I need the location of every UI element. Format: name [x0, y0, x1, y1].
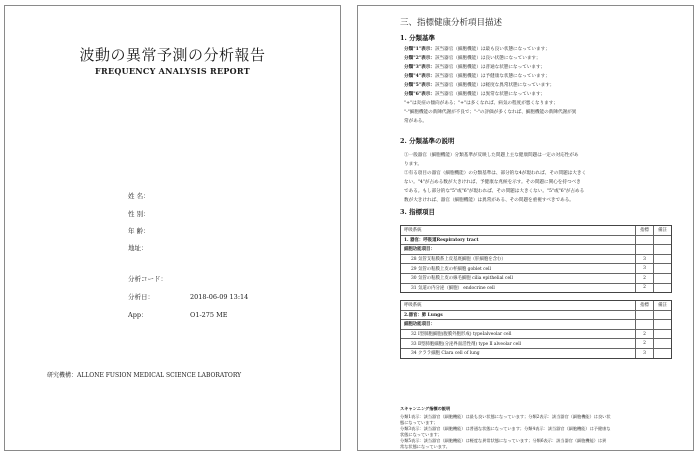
footnote-line: 分類5表示：該当器官（細胞機能）は軽度な異常状態になっています；分類6表示：該当器官（細胞機能）は異: [400, 438, 607, 443]
footnote-heading: スキャンニング指標の説明: [400, 406, 451, 411]
class-line: 分類"3"表示：該当器官（細胞機能）は普通な状態になっています；: [404, 65, 546, 70]
class-line: 常がある。: [404, 119, 427, 124]
respiratory-tract-table: [400, 225, 672, 293]
table-row: 33 Ⅱ型肺胞細胞(分泌界面活性剤) type Ⅱ alveolar cell 2: [401, 338, 671, 348]
table-row: 2.器官：肺 Lungs: [401, 310, 671, 320]
lungs-table: [400, 300, 672, 359]
field-label: App：: [128, 311, 148, 319]
research-organization: 研究機構：ALLONE FUSION MEDICAL SCIENCE LABORATORY: [47, 372, 242, 379]
class-line: "-"細胞機能の新陳代謝が不良で；"-"の評価が多くなれば、細胞機能の新陳代謝が異: [404, 110, 577, 115]
footnote-line: 態になっています；: [400, 420, 438, 425]
field-label: 地址：: [128, 244, 148, 252]
footnote-line: 分類3表示：該当器官（細胞機能）は普通な状態になっています；分類4表示：該当器官（細胞機能）は予健康な: [400, 426, 611, 431]
field-address: [128, 243, 176, 252]
field-age: [128, 226, 176, 235]
table-row: 細胞功能項目：: [401, 244, 671, 254]
field-name: [128, 191, 176, 200]
class-line: 分類"5"表示：該当器官（細胞機能）は軽度な異常状態になっています；: [404, 83, 555, 88]
field-label: 姓 名：: [128, 192, 150, 200]
explanation-line: ない。"4"が占める数が大きければ、予健康な兆候を示す。その問題に関心を持つべき: [404, 180, 581, 185]
table-header-row: 呼吸系統 指標 備註: [401, 301, 671, 310]
table-row: 1. 器官：呼吸道Respiratory tract: [401, 235, 671, 245]
class-line: 分類"1"表示：該当器官（細胞機能）は最も良い状態になっています；: [404, 47, 550, 52]
field-label: 性 別：: [128, 210, 150, 218]
section2-heading: 2. 分類基準の説明: [400, 137, 455, 145]
explanation-line: ります。: [404, 162, 423, 167]
footnote-line: 常な状態になっています。: [400, 444, 450, 449]
table-row: 34 クララ細胞 Clara cell of lung 3: [401, 348, 671, 358]
class-line: 分類"4"表示：該当器官（細胞機能）は予健康な状態になっています；: [404, 74, 550, 79]
field-label: 分析コード：: [128, 275, 167, 283]
section1-heading: 1. 分類基準: [400, 34, 436, 42]
class-line: 分類"6"表示：該当器官（細胞機能）は異常な状態になっています；: [404, 92, 546, 97]
table-row: 29 気管の粘膜上皮の杯細胞 goblet cell 3: [401, 263, 671, 273]
report-title: 波動の異常予測の分析報告: [79, 46, 266, 64]
footnote-line: 分類1表示：該当器官（細胞機能）は最も良い状態になっています；分類2表示：該当器官（細胞機能）は良い状: [400, 414, 611, 419]
field-analysis-code: [128, 274, 176, 283]
table-row: 32 Ⅰ型肺胞細胞(腹膜外胞形成) typeⅠalveolar cell 2: [401, 329, 671, 339]
class-line: "+"は炎症の傾向がある；"+"は多くなれば、病気の程度が悪くなります；: [404, 101, 558, 106]
field-app: [128, 310, 228, 319]
table-row: 28 気管支粘膜系上皮基底細胞（肝細胞を含む） 3: [401, 254, 671, 264]
section3-heading: 3. 指標項目: [400, 208, 436, 216]
field-label: 分析日：: [128, 293, 154, 301]
field-value: 2018-06-09 13:14: [190, 293, 249, 301]
table-header-row: 呼吸系統 指標 備註: [401, 226, 671, 235]
section-heading-main: 三、指標健康分析項目描述: [400, 18, 503, 28]
table-row: 31 気道の内分泌（細胞） endocrine cell 2: [401, 283, 671, 293]
table-row: 細胞功能項目：: [401, 319, 671, 329]
footnote-line: 状態になっています；: [400, 432, 442, 437]
explanation-line: ①一般器官（細胞機能）分類基準が反映した問題上主な健康問題は一定の対応性があ: [404, 153, 579, 158]
field-analysis-date: [128, 292, 248, 301]
table-row: 30 気管の粘膜上皮の線毛細胞 cilia epithelial cell 2: [401, 273, 671, 283]
field-label: 年 齢：: [128, 227, 150, 235]
report-cover-page: [4, 5, 341, 451]
field-gender: [128, 209, 176, 218]
field-value: O1-275 ME: [190, 311, 228, 319]
explanation-line: である。もし部分的な"5"或"6"が現われば、その問題は大きくない。"5"或"6"が占める: [404, 189, 585, 194]
report-subtitle: FREQUENCY ANALYSIS REPORT: [95, 66, 250, 76]
report-detail-page: [357, 5, 694, 451]
explanation-line: ②有る項目の器官（細胞機能）の分類基準は、部分的な4が現われば、その問題は大きく: [404, 171, 587, 176]
explanation-line: 数が大きければ、器官（細胞機能）は異常がある、その問題を重視すべきである。: [404, 198, 574, 203]
class-line: 分類"2"表示：該当器官（細胞機能）は良い状態になっています；: [404, 56, 541, 61]
